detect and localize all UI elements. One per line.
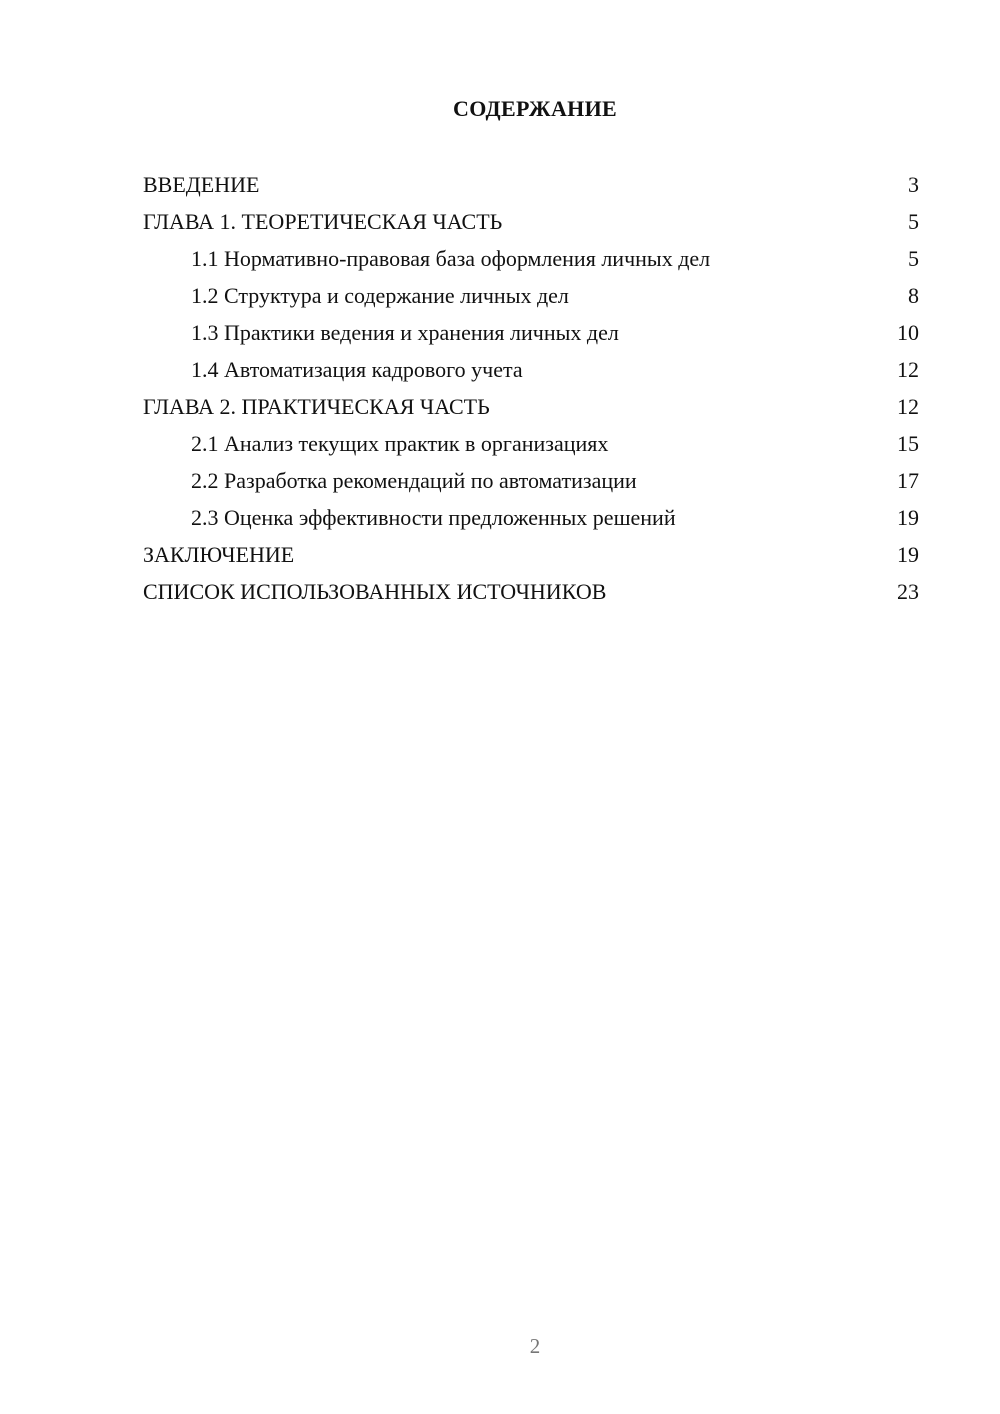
toc-entry-label: ЗАКЛЮЧЕНИЕ xyxy=(143,542,295,567)
toc-entry-label: ГЛАВА 1. ТЕОРЕТИЧЕСКАЯ ЧАСТЬ xyxy=(143,209,503,234)
toc-entry-page: 15 xyxy=(897,431,919,456)
toc-entry-page: 8 xyxy=(908,283,919,308)
toc-heading: СОДЕРЖАНИЕ xyxy=(453,96,617,121)
toc-entry-section-2-2 xyxy=(143,462,919,499)
toc-entry-page: 3 xyxy=(908,172,919,197)
toc-entry-page: 19 xyxy=(897,505,919,530)
toc-entry-chapter-1 xyxy=(143,203,919,240)
toc-entry-section-1-4 xyxy=(143,351,919,388)
toc-entry-page: 10 xyxy=(897,320,919,345)
toc-entry-section-1-3 xyxy=(143,314,919,351)
toc-entry-section-1-1 xyxy=(143,240,919,277)
toc-entry-label: 1.1 Нормативно-правовая база оформления личных дел xyxy=(191,246,711,271)
toc-entry-label: ГЛАВА 2. ПРАКТИЧЕСКАЯ ЧАСТЬ xyxy=(143,394,490,419)
toc-entry-label: СПИСОК ИСПОЛЬЗОВАННЫХ ИСТОЧНИКОВ xyxy=(143,579,607,604)
toc-entry-introduction xyxy=(143,166,919,203)
toc-entry-label: 2.2 Разработка рекомендаций по автоматизации xyxy=(191,468,637,493)
toc-entry-label: 1.2 Структура и содержание личных дел xyxy=(191,283,569,308)
toc-entry-section-2-3 xyxy=(143,499,919,536)
toc-entry-label: 1.4 Автоматизация кадрового учета xyxy=(191,357,523,382)
toc-entry-section-2-1 xyxy=(143,425,919,462)
toc-entry-page: 17 xyxy=(897,468,919,493)
toc-entry-page: 5 xyxy=(908,209,919,234)
page-number: 2 xyxy=(529,1334,541,1358)
toc-entry-chapter-2 xyxy=(143,388,919,425)
toc-entry-label: 2.3 Оценка эффективности предложенных решений xyxy=(191,505,676,530)
toc-entry-page: 12 xyxy=(897,357,919,382)
toc-entry-conclusion xyxy=(143,536,919,573)
toc-entry-label: 2.1 Анализ текущих практик в организациях xyxy=(191,431,609,456)
toc-entry-page: 5 xyxy=(908,246,919,271)
toc-entry-page: 23 xyxy=(897,579,919,604)
toc-entry-page: 12 xyxy=(897,394,919,419)
table-of-contents xyxy=(143,166,919,610)
toc-entry-section-1-2 xyxy=(143,277,919,314)
toc-entry-references xyxy=(143,573,919,610)
toc-entry-label: 1.3 Практики ведения и хранения личных дел xyxy=(191,320,619,345)
toc-entry-page: 19 xyxy=(897,542,919,567)
toc-entry-label: ВВЕДЕНИЕ xyxy=(143,172,260,197)
